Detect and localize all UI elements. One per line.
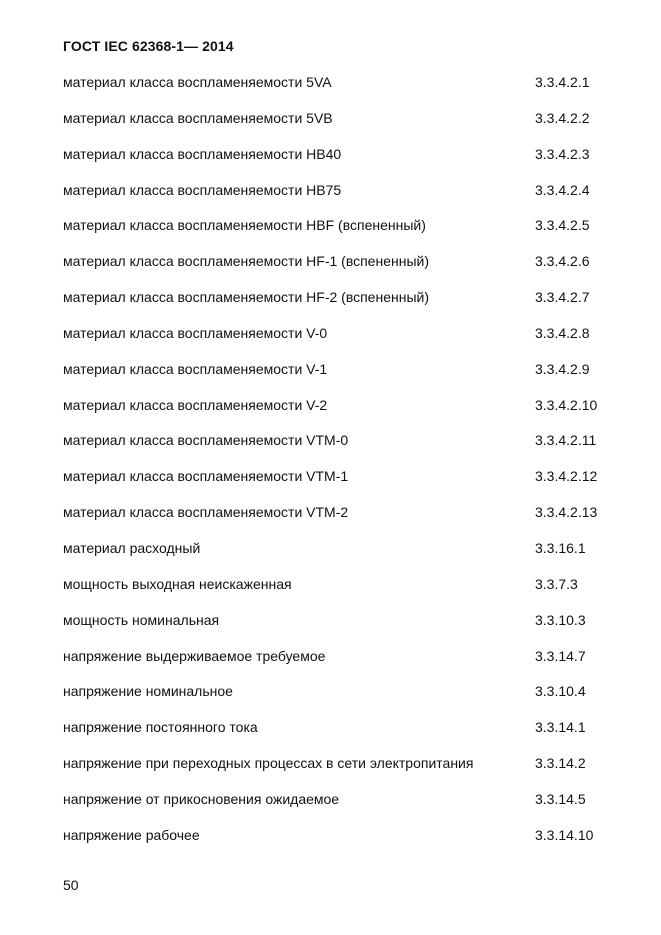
entry-reference: 3.3.4.2.2 bbox=[535, 109, 590, 126]
entry-term: напряжение рабочее bbox=[63, 826, 200, 843]
index-entry bbox=[63, 394, 623, 430]
entry-reference: 3.3.4.2.8 bbox=[535, 324, 590, 341]
entry-reference: 3.3.4.2.6 bbox=[535, 253, 590, 270]
entry-reference: 3.3.16.1 bbox=[535, 539, 586, 556]
index-entry bbox=[63, 645, 623, 681]
entry-term: напряжение от прикосновения ожидаемое bbox=[63, 790, 340, 807]
index-entry bbox=[63, 250, 623, 286]
index-entry bbox=[63, 214, 623, 250]
entry-term: материал класса воспламеняемости VTM-0 bbox=[63, 432, 349, 449]
index-entry bbox=[63, 107, 623, 143]
index-entry bbox=[63, 71, 623, 107]
index-entry bbox=[63, 788, 623, 824]
document-header: ГОСТ IEC 62368-1— 2014 bbox=[63, 38, 234, 54]
entry-term: материал класса воспламеняемости 5VB bbox=[63, 109, 333, 126]
index-entry bbox=[63, 716, 623, 752]
page-number: 50 bbox=[63, 877, 79, 893]
index-entry bbox=[63, 179, 623, 215]
index-entry bbox=[63, 143, 623, 179]
entry-term: материал класса воспламеняемости 5VA bbox=[63, 74, 332, 90]
entry-term: материал класса воспламеняемости V-2 bbox=[63, 396, 328, 413]
entry-reference: 3.3.4.2.7 bbox=[535, 289, 590, 306]
entry-reference: 3.3.4.2.4 bbox=[535, 181, 590, 198]
entry-term: напряжение постоянного тока bbox=[63, 719, 258, 736]
entry-reference: 3.3.10.3 bbox=[535, 611, 586, 628]
entry-term: материал класса воспламеняемости V-1 bbox=[63, 360, 328, 377]
index-list bbox=[63, 71, 623, 860]
entry-term: материал класса воспламеняемости VTM-1 bbox=[63, 468, 349, 485]
entry-reference: 3.3.14.2 bbox=[535, 755, 586, 772]
entry-reference: 3.3.7.3 bbox=[535, 575, 578, 592]
index-entry bbox=[63, 429, 623, 465]
entry-term: напряжение при переходных процессах в сети электропитания bbox=[63, 755, 474, 772]
index-entry bbox=[63, 501, 623, 537]
index-entry bbox=[63, 680, 623, 716]
entry-term: материал класса воспламеняемости V-0 bbox=[63, 324, 328, 341]
index-entry bbox=[63, 537, 623, 573]
entry-term: мощность выходная неискаженная bbox=[63, 575, 292, 592]
entry-term: материал класса воспламеняемости HB75 bbox=[63, 181, 342, 198]
index-entry bbox=[63, 573, 623, 609]
entry-term: материал класса воспламеняемости HF-2 (вспененный) bbox=[63, 289, 429, 306]
entry-term: материал расходный bbox=[63, 539, 201, 556]
entry-term: материал класса воспламеняемости HF-1 (вспененный) bbox=[63, 253, 429, 270]
entry-reference: 3.3.14.1 bbox=[535, 719, 586, 736]
entry-reference: 3.3.4.2.5 bbox=[535, 217, 590, 234]
entry-reference: 3.3.14.7 bbox=[535, 647, 586, 664]
entry-reference: 3.3.4.2.9 bbox=[535, 360, 590, 377]
entry-term: материал класса воспламеняемости HBF (вспененный) bbox=[63, 217, 426, 234]
index-entry bbox=[63, 286, 623, 322]
entry-reference: 3.3.14.5 bbox=[535, 790, 586, 807]
entry-reference: 3.3.10.4 bbox=[535, 683, 586, 700]
entry-term: материал класса воспламеняемости HB40 bbox=[63, 145, 342, 162]
entry-term: напряжение номинальное bbox=[63, 683, 233, 700]
entry-term: напряжение выдерживаемое требуемое bbox=[63, 647, 326, 664]
entry-reference: 3.3.4.2.11 bbox=[535, 432, 597, 449]
entry-reference: 3.3.4.2.1 bbox=[535, 74, 590, 90]
index-entry bbox=[63, 752, 623, 788]
entry-reference: 3.3.14.10 bbox=[535, 826, 594, 843]
entry-reference: 3.3.4.2.10 bbox=[535, 396, 598, 413]
entry-term: материал класса воспламеняемости VTM-2 bbox=[63, 504, 349, 521]
index-entry bbox=[63, 322, 623, 358]
index-entry bbox=[63, 358, 623, 394]
index-entry bbox=[63, 824, 623, 860]
entry-reference: 3.3.4.2.12 bbox=[535, 468, 598, 485]
entry-term: мощность номинальная bbox=[63, 611, 220, 628]
entry-reference: 3.3.4.2.3 bbox=[535, 145, 590, 162]
index-entry bbox=[63, 465, 623, 501]
entry-reference: 3.3.4.2.13 bbox=[535, 504, 598, 521]
index-entry bbox=[63, 609, 623, 645]
